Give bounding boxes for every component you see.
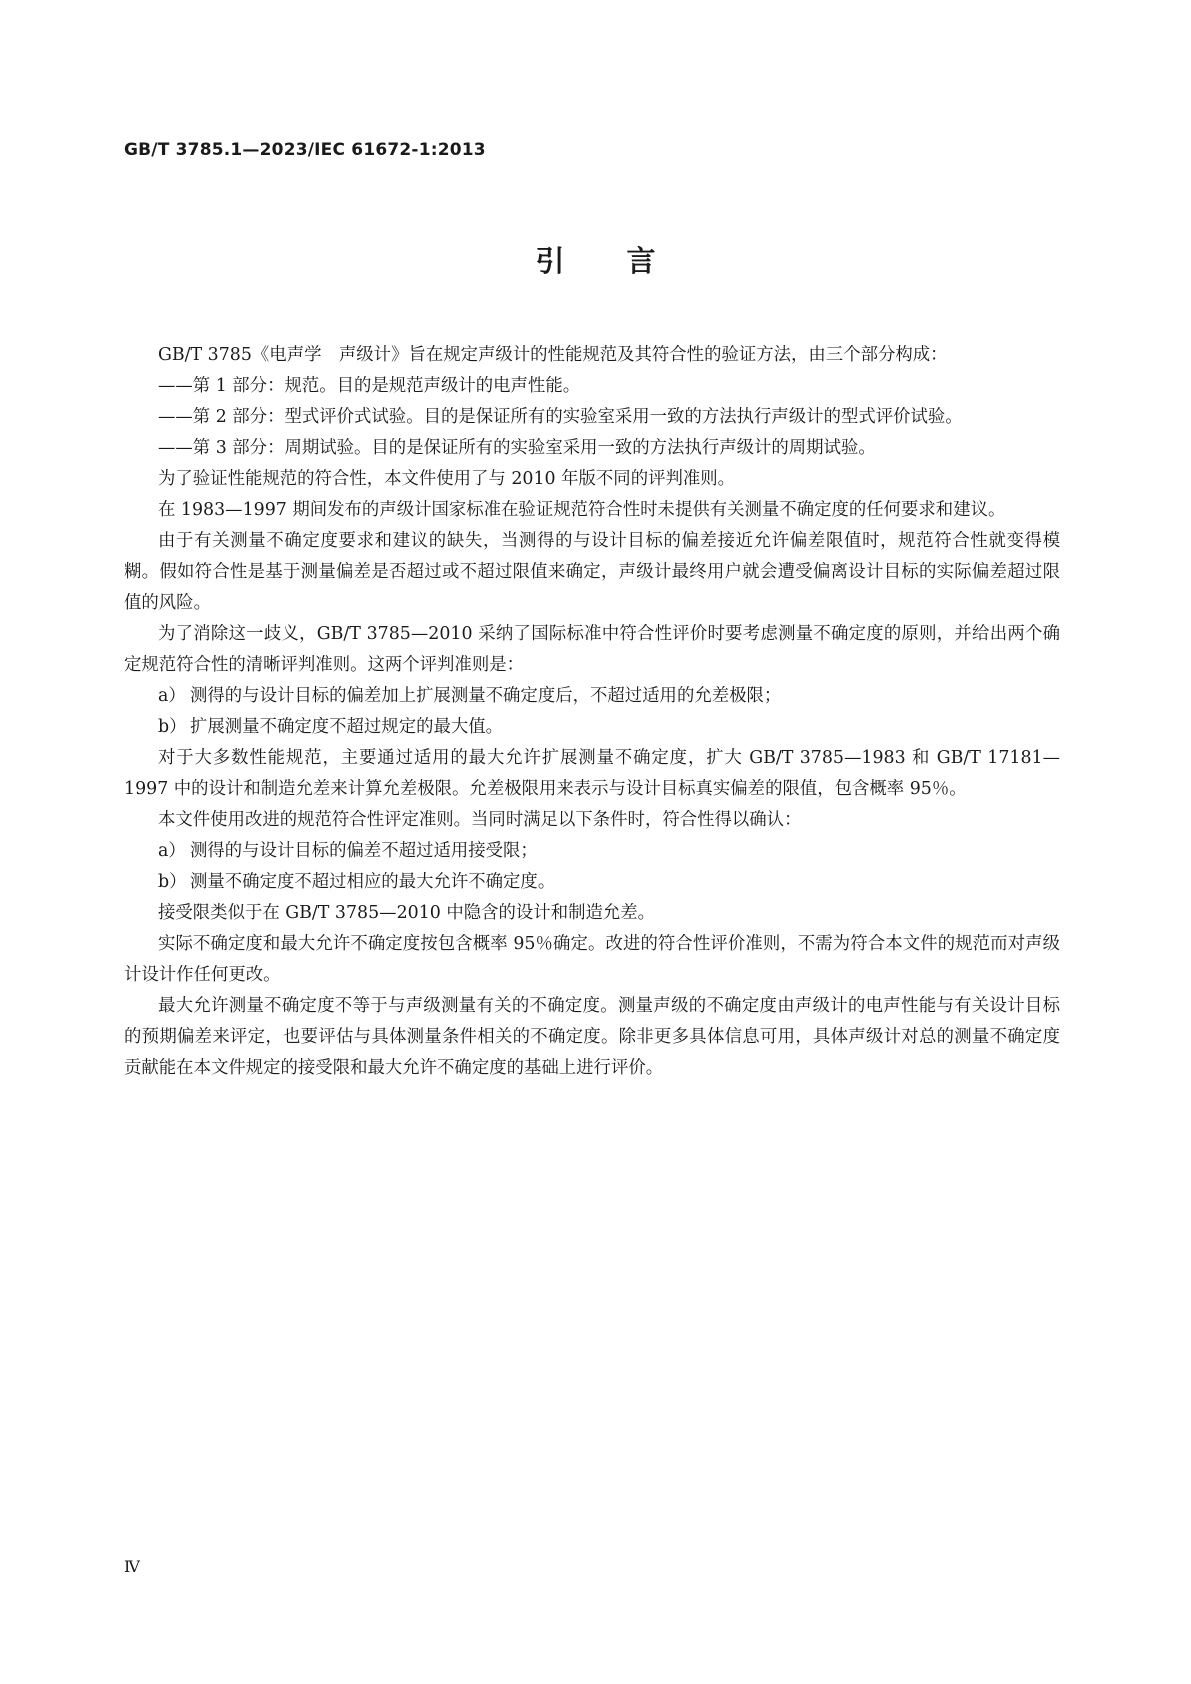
dash-item: ——第 2 部分：型式评价式试验。目的是保证所有的实验室采用一致的方法执行声级计的型式评价试验。	[158, 407, 963, 427]
paragraph: 本文件使用改进的规范符合性评定准则。当同时满足以下条件时，符合性得以确认：	[158, 810, 802, 830]
list-item	[124, 681, 1060, 712]
list-marker: a）	[158, 841, 186, 861]
paragraph: 为了消除这一歧义，GB/T 3785—2010 采纳了国际标准中符合性评价时要考虑测量不确定度的原则，并给出两个确定规范符合性的清晰评判准则。这两个评判准则是：	[124, 624, 1060, 675]
paragraph: 由于有关测量不确定度要求和建议的缺失，当测得的与设计目标的偏差接近允许偏差限值时，规范符合性就变得模糊。假如符合性是基于测量偏差是否超过或不超过限值来确定，声级计最终用户就会遭受偏离设计目标的实际偏差超过限值的风险。	[124, 531, 1060, 613]
list-marker: b）	[158, 872, 187, 892]
list-marker: a）	[158, 686, 186, 706]
list-marker: b）	[158, 717, 187, 737]
list-item-text: 测得的与设计目标的偏差不超过适用接受限；	[190, 841, 538, 861]
dash-item: ——第 3 部分：周期试验。目的是保证所有的实验室采用一致的方法执行声级计的周期试验。	[158, 438, 876, 458]
paragraph: 最大允许测量不确定度不等于与声级测量有关的不确定度。测量声级的不确定度由声级计的电声性能与有关设计目标的预期偏差来评定，也要评估与具体测量条件相关的不确定度。除非更多具体信息可用，具体声级计对总的测量不确定度贡献能在本文件规定的接受限和最大允许不确定度的基础上进行评价。	[124, 996, 1060, 1078]
standard-header: GB/T 3785.1—2023/IEC 61672-1:2013	[124, 140, 486, 160]
paragraph: 实际不确定度和最大允许不确定度按包含概率 95％确定。改进的符合性评价准则，不需为符合本文件的规范而对声级计设计作任何更改。	[124, 934, 1060, 985]
document-body	[124, 340, 1060, 1084]
paragraph: GB/T 3785《电声学 声级计》旨在规定声级计的性能规范及其符合性的验证方法，由三个部分构成：	[158, 345, 948, 365]
paragraph: 对于大多数性能规范，主要通过适用的最大允许扩展测量不确定度，扩大 GB/T 3785—1983 和 GB/T 17181—1997 中的设计和制造允差来计算允差极限。允差极限用来表示与设计目标真实偏差的限值，包含概率 95％。	[124, 748, 1060, 799]
paragraph: 为了验证性能规范的符合性，本文件使用了与 2010 年版不同的评判准则。	[158, 469, 736, 489]
paragraph: 在 1983—1997 期间发布的声级计国家标准在验证规范符合性时未提供有关测量不确定度的任何要求和建议。	[158, 500, 1006, 520]
list-item-text: 测量不确定度不超过相应的最大允许不确定度。	[190, 872, 556, 892]
list-item	[124, 867, 1060, 898]
list-item	[124, 712, 1060, 743]
paragraph: 接受限类似于在 GB/T 3785—2010 中隐含的设计和制造允差。	[158, 903, 656, 923]
page-title: 引言	[535, 244, 718, 278]
list-item-text: 测得的与设计目标的偏差加上扩展测量不确定度后，不超过适用的允差极限；	[190, 686, 782, 706]
page-number: Ⅳ	[124, 1557, 140, 1576]
list-item-text: 扩展测量不确定度不超过规定的最大值。	[190, 717, 504, 737]
list-item	[124, 836, 1060, 867]
dash-item: ——第 1 部分：规范。目的是规范声级计的电声性能。	[158, 376, 581, 396]
